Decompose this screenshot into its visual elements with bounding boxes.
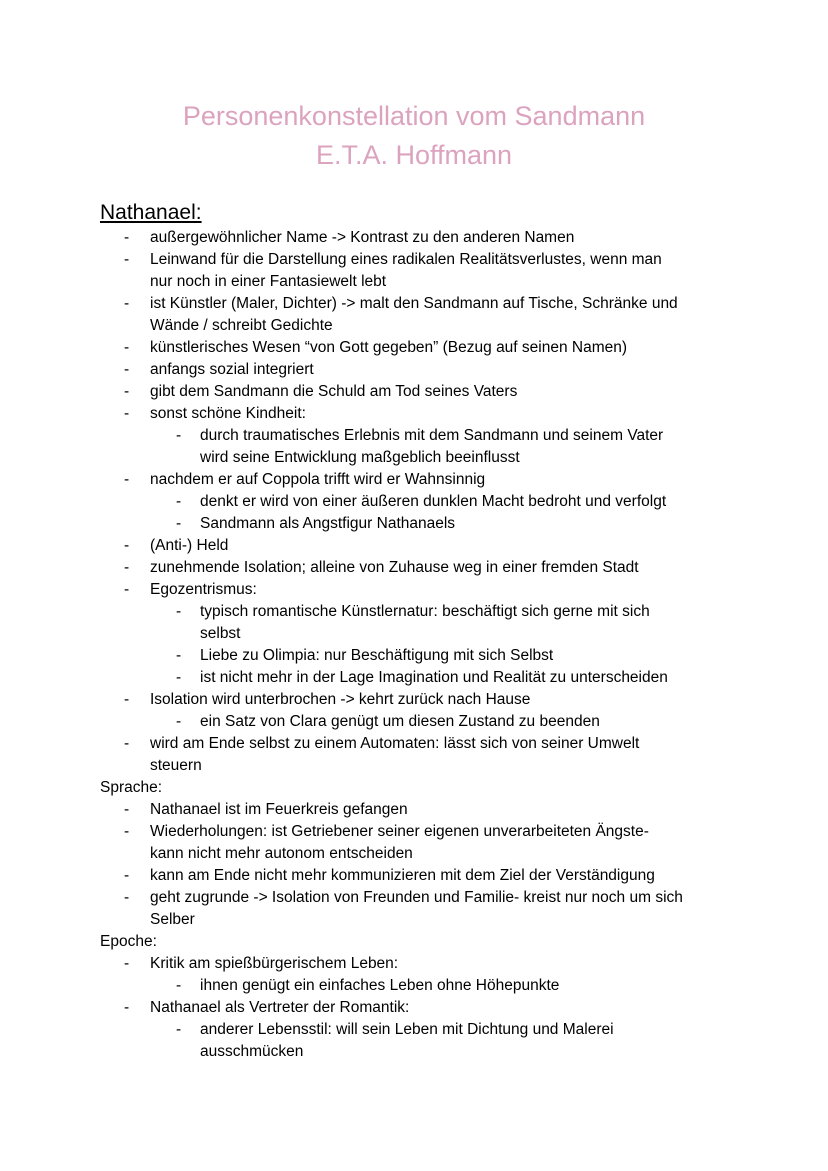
bullet-dash: - [176,1021,182,1038]
list-item: - Nathanael ist im Feuerkreis gefangen [100,799,740,821]
bullet-dash: - [176,427,182,444]
section-label-epoche: Epoche: [100,933,157,950]
bullet-dash: - [176,977,182,994]
document-title: Personenkonstellation vom Sandmann [182,101,646,131]
list-item: - Isolation wird unterbrochen -> kehrt zurück nach Hause [100,689,740,711]
sub-list-item-continuation: wird seine Entwicklung maßgeblich beeinflusst [200,449,520,466]
bullet-dash: - [176,669,182,686]
sub-list-item: - ihnen genügt ein einfaches Leben ohne Höhepunkte [100,975,740,997]
bullet-dash: - [124,361,130,378]
list-item: - Egozentrismus: [100,579,740,601]
list-item: - kann am Ende nicht mehr kommunizieren mit dem Ziel der Verständigung [100,865,740,887]
list-item: - zunehmende Isolation; alleine von Zuhause weg in einer fremden Stadt [100,557,740,579]
bullet-dash: - [124,691,130,708]
sub-list-item: - denkt er wird von einer äußeren dunklen Macht bedroht und verfolgt [100,491,740,513]
sub-list-item: - ein Satz von Clara genügt um diesen Zustand zu beenden [100,711,740,733]
bullet-dash: - [176,713,182,730]
bullet-dash: - [124,999,130,1016]
bullet-dash: - [176,493,182,510]
bullet-dash: - [124,229,130,246]
notes-content [100,227,740,1063]
sub-list-item: - Liebe zu Olimpia: nur Beschäftigung mit sich Selbst [100,645,740,667]
bullet-dash: - [124,823,130,840]
bullet-dash: - [124,801,130,818]
bullet-dash: - [176,647,182,664]
bullet-dash: - [124,559,130,576]
list-item: - Wiederholungen: ist Getriebener seiner eigenen unverarbeiteten Ängste- [100,821,740,843]
list-item: - nachdem er auf Coppola trifft wird er Wahnsinnig [100,469,740,491]
bullet-dash: - [124,867,130,884]
list-item: - (Anti-) Held [100,535,740,557]
list-item: - künstlerisches Wesen “von Gott gegeben” (Bezug auf seinen Namen) [100,337,740,359]
list-item: - Leinwand für die Darstellung eines radikalen Realitätsverlustes, wenn man [100,249,740,271]
bullet-dash: - [124,735,130,752]
list-item: - Nathanael als Vertreter der Romantik: [100,997,740,1019]
bullet-dash: - [124,581,130,598]
list-item: - geht zugrunde -> Isolation von Freunden und Familie- kreist nur noch um sich [100,887,740,909]
list-item: - außergewöhnlicher Name -> Kontrast zu den anderen Namen [100,227,740,249]
list-item-continuation: Wände / schreibt Gedichte [150,317,333,334]
list-item-continuation: steuern [150,757,202,774]
section-label-sprache: Sprache: [100,779,163,796]
sub-list-item-continuation: ausschmücken [200,1043,304,1060]
sub-list-item-continuation: selbst [200,625,241,642]
document-author: E.T.A. Hoffmann [315,140,513,170]
list-item-continuation: nur noch in einer Fantasiewelt lebt [150,273,387,290]
list-item-continuation: kann nicht mehr autonom entscheiden [150,845,413,862]
bullet-dash: - [124,339,130,356]
list-item: - ist Künstler (Maler, Dichter) -> malt den Sandmann auf Tische, Schränke und [100,293,740,315]
list-item: - anfangs sozial integriert [100,359,740,381]
list-item-continuation: Selber [150,911,195,928]
sub-list-item: - ist nicht mehr in der Lage Imagination und Realität zu unterscheiden [100,667,740,689]
sub-list-item: - anderer Lebensstil: will sein Leben mit Dichtung und Malerei [100,1019,740,1041]
bullet-dash: - [124,471,130,488]
bullet-dash: - [124,295,130,312]
bullet-dash: - [124,251,130,268]
sub-list-item: - typisch romantische Künstlernatur: beschäftigt sich gerne mit sich [100,601,740,623]
section-heading-nathanael: Nathanael: [100,201,202,224]
bullet-dash: - [124,405,130,422]
list-item: - wird am Ende selbst zu einem Automaten: lässt sich von seiner Umwelt [100,733,740,755]
bullet-dash: - [124,537,130,554]
bullet-dash: - [124,955,130,972]
list-item: - sonst schöne Kindheit: [100,403,740,425]
list-item: - gibt dem Sandmann die Schuld am Tod seines Vaters [100,381,740,403]
sub-list-item: - Sandmann als Angstfigur Nathanaels [100,513,740,535]
sub-list-item: - durch traumatisches Erlebnis mit dem Sandmann und seinem Vater [100,425,740,447]
list-item: - Kritik am spießbürgerischem Leben: [100,953,740,975]
bullet-dash: - [176,515,182,532]
bullet-dash: - [124,889,130,906]
bullet-dash: - [176,603,182,620]
bullet-dash: - [124,383,130,400]
